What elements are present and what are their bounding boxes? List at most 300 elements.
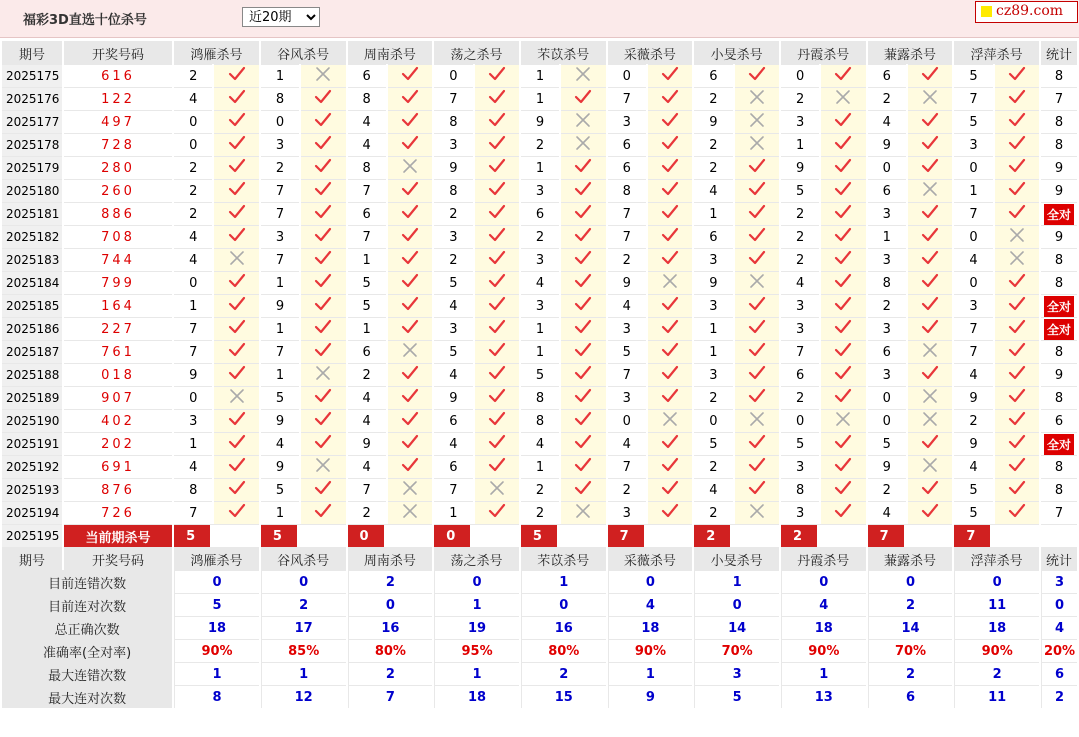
kill-number-cell: 7 [261,340,299,363]
result-mark-cell [908,294,952,317]
result-mark-cell [214,225,258,248]
draw-number-cell: 708 [64,225,172,248]
result-mark-cell [214,409,258,432]
result-mark-cell [908,202,952,225]
stats-value: 17 [261,616,346,639]
draw-number-cell: 616 [64,64,172,87]
check-icon [1008,135,1026,151]
result-mark-cell [301,156,345,179]
draw-number-cell: 402 [64,409,172,432]
cross-icon [834,411,852,427]
kill-number-cell: 4 [174,248,212,271]
check-icon [1008,365,1026,381]
kill-number-cell: 1 [348,248,386,271]
draw-number-cell: 497 [64,110,172,133]
kill-number-cell: 9 [694,271,732,294]
cross-icon [748,503,766,519]
result-mark-cell [735,248,779,271]
check-icon [401,66,419,82]
column-header: 周南杀号 [348,547,433,570]
result-mark-cell [995,225,1039,248]
stats-value: 5 [174,593,259,616]
check-icon [921,158,939,174]
check-icon [574,227,592,243]
cross-icon [921,388,939,404]
result-mark-cell [821,271,865,294]
result-mark-cell [821,501,865,524]
result-mark-cell [908,386,952,409]
kill-number-cell: 2 [261,156,299,179]
check-icon [1008,112,1026,128]
stats-total: 20% [1041,639,1077,662]
kill-number-cell: 3 [261,133,299,156]
check-icon [834,365,852,381]
stats-value: 2 [348,570,433,593]
kill-number-cell: 3 [434,225,472,248]
kill-number-cell: 1 [781,133,819,156]
result-mark-cell [388,386,432,409]
kill-number-cell: 0 [954,271,992,294]
check-icon [228,480,246,496]
table-row [2,409,1077,432]
cross-icon [401,342,419,358]
all-correct-badge: 全对 [1044,434,1074,455]
table-row [2,110,1077,133]
table-row [2,432,1077,455]
kill-number-cell: 2 [781,202,819,225]
stat-cell [1041,202,1077,225]
result-mark-cell [908,432,952,455]
stat-cell: 8 [1041,248,1077,271]
result-mark-cell [995,87,1039,110]
column-header: 谷风杀号 [261,41,346,64]
draw-number-cell: 726 [64,501,172,524]
check-icon [488,434,506,450]
kill-number-cell: 2 [868,87,906,110]
check-icon [1008,273,1026,289]
check-icon [921,319,939,335]
kill-number-cell: 1 [434,501,472,524]
kill-number-cell: 9 [261,409,299,432]
column-header: 荡之杀号 [434,41,519,64]
column-header: 期号 [2,547,62,570]
kill-number-cell: 9 [174,363,212,386]
result-mark-cell [995,363,1039,386]
result-mark-cell [735,271,779,294]
column-header: 芣苡杀号 [521,41,606,64]
result-mark-cell [648,64,692,87]
column-header: 蒹露杀号 [868,547,953,570]
cross-icon [661,411,679,427]
check-icon [228,503,246,519]
kill-number-cell: 6 [608,156,646,179]
result-mark-cell [995,133,1039,156]
column-header: 统计 [1041,547,1077,570]
result-mark-cell [214,87,258,110]
column-header: 开奖号码 [64,547,172,570]
result-mark-cell [648,133,692,156]
stats-value: 0 [348,593,433,616]
check-icon [314,434,332,450]
period-cell: 2025192 [2,455,62,478]
result-mark-cell [214,363,258,386]
site-logo[interactable] [975,1,1078,23]
check-icon [488,227,506,243]
check-icon [488,342,506,358]
period-cell: 2025175 [2,64,62,87]
check-icon [661,158,679,174]
cross-icon [834,89,852,105]
result-mark-cell [648,455,692,478]
result-mark-cell [908,87,952,110]
result-mark-cell [735,156,779,179]
check-icon [661,112,679,128]
kill-number-cell: 6 [868,64,906,87]
result-mark-cell [475,110,519,133]
kill-number-cell: 1 [694,202,732,225]
kill-number-cell: 2 [521,133,559,156]
result-mark-cell [475,455,519,478]
kill-number-cell: 1 [521,317,559,340]
period-cell: 2025194 [2,501,62,524]
all-correct-badge: 全对 [1044,319,1074,340]
check-icon [574,250,592,266]
result-mark-cell [301,248,345,271]
check-icon [921,480,939,496]
result-mark-cell [735,386,779,409]
check-icon [574,411,592,427]
result-mark-cell [388,271,432,294]
kill-number-cell: 7 [434,478,472,501]
cross-icon [401,480,419,496]
kill-number-cell: 2 [954,409,992,432]
kill-number-cell: 4 [434,294,472,317]
kill-number-cell: 2 [174,64,212,87]
kill-number-cell: 3 [608,386,646,409]
header-row [2,41,1077,64]
kill-number-cell: 8 [348,156,386,179]
period-cell: 2025191 [2,432,62,455]
kill-number-cell: 4 [954,363,992,386]
kill-number-cell: 6 [434,409,472,432]
check-icon [834,204,852,220]
check-icon [314,319,332,335]
kill-number-cell: 7 [434,87,472,110]
result-mark-cell [475,409,519,432]
check-icon [921,273,939,289]
check-icon [314,158,332,174]
kill-number-cell: 0 [781,409,819,432]
check-icon [661,66,679,82]
kill-number-cell: 3 [434,317,472,340]
kill-number-cell: 7 [261,202,299,225]
check-icon [834,181,852,197]
check-icon [314,411,332,427]
kill-number-cell: 7 [781,340,819,363]
kill-number-cell: 2 [434,202,472,225]
result-mark-cell [648,340,692,363]
kill-number-cell: 8 [521,409,559,432]
kill-number-cell: 7 [261,248,299,271]
check-icon [748,434,766,450]
kill-number-cell: 7 [348,478,386,501]
kill-number-cell: 5 [608,340,646,363]
result-mark-cell [648,501,692,524]
check-icon [574,434,592,450]
check-icon [488,181,506,197]
column-header: 鸿雁杀号 [174,41,259,64]
table-row [2,179,1077,202]
stat-cell: 9 [1041,156,1077,179]
stat-cell: 8 [1041,110,1077,133]
result-mark-cell [908,501,952,524]
cross-icon [661,273,679,289]
current-kill-value: 5 [174,524,259,547]
column-header: 丹霞杀号 [781,41,866,64]
stats-value: 95% [434,639,519,662]
stats-value: 14 [868,616,953,639]
result-mark-cell [475,294,519,317]
check-icon [488,112,506,128]
check-icon [1008,388,1026,404]
check-icon [748,204,766,220]
kill-number-cell: 7 [608,363,646,386]
column-header: 开奖号码 [64,41,172,64]
stats-value: 2 [521,662,606,685]
period-select[interactable] [242,7,320,27]
period-cell: 2025189 [2,386,62,409]
check-icon [228,181,246,197]
result-mark-cell [821,64,865,87]
stats-value: 18 [954,616,1039,639]
kill-number-cell: 5 [868,432,906,455]
check-icon [1008,181,1026,197]
kill-number-cell: 4 [868,110,906,133]
result-mark-cell [388,317,432,340]
check-icon [488,250,506,266]
result-mark-cell [648,363,692,386]
check-icon [314,227,332,243]
kill-number-cell: 9 [261,294,299,317]
check-icon [661,480,679,496]
stats-value: 5 [694,685,779,708]
kill-number-cell: 7 [174,340,212,363]
check-icon [661,365,679,381]
stats-label: 目前连对次数 [2,593,172,616]
cross-icon [748,89,766,105]
kill-number-cell: 1 [261,271,299,294]
result-mark-cell [995,386,1039,409]
kill-number-cell: 0 [261,110,299,133]
kill-number-cell: 6 [868,340,906,363]
result-mark-cell [388,64,432,87]
result-mark-cell [475,225,519,248]
result-mark-cell [214,179,258,202]
draw-number-cell: 122 [64,87,172,110]
table-row [2,225,1077,248]
stats-value: 8 [174,685,259,708]
result-mark-cell [561,432,605,455]
period-cell: 2025184 [2,271,62,294]
result-mark-cell [908,179,952,202]
stats-value: 0 [261,570,346,593]
check-icon [314,296,332,312]
check-icon [228,89,246,105]
draw-number-cell: 886 [64,202,172,225]
check-icon [661,388,679,404]
result-mark-cell [388,340,432,363]
result-mark-cell [995,248,1039,271]
stats-value: 90% [174,639,259,662]
stats-total: 3 [1041,570,1077,593]
kill-number-cell: 9 [434,156,472,179]
stats-row [2,570,1077,593]
result-mark-cell [821,432,865,455]
draw-number-cell: 227 [64,317,172,340]
stats-value: 90% [954,639,1039,662]
check-icon [748,342,766,358]
kill-number-cell: 3 [521,294,559,317]
result-mark-cell [735,225,779,248]
result-mark-cell [388,432,432,455]
stats-value: 1 [174,662,259,685]
result-mark-cell [908,110,952,133]
check-icon [748,227,766,243]
kill-number-cell: 0 [174,133,212,156]
check-icon [1008,457,1026,473]
check-icon [834,135,852,151]
stats-value: 0 [781,570,866,593]
result-mark-cell [735,110,779,133]
current-period-row [2,524,1077,547]
stats-row [2,639,1077,662]
check-icon [1008,342,1026,358]
result-mark-cell [214,386,258,409]
check-icon [921,135,939,151]
result-mark-cell [821,363,865,386]
kill-number-cell: 5 [954,110,992,133]
stats-value: 7 [348,685,433,708]
logo-text: cz89.com [996,3,1064,19]
period-cell: 2025177 [2,110,62,133]
kill-number-cell: 1 [521,455,559,478]
table-row [2,294,1077,317]
table-row [2,478,1077,501]
kill-number-cell: 8 [868,271,906,294]
cross-icon [574,112,592,128]
stats-value: 70% [868,639,953,662]
kill-number-cell: 0 [781,64,819,87]
result-mark-cell [388,501,432,524]
result-mark-cell [908,317,952,340]
result-mark-cell [561,478,605,501]
kill-number-cell: 4 [174,455,212,478]
result-mark-cell [388,248,432,271]
column-header: 芣苡杀号 [521,547,606,570]
kill-number-cell: 0 [954,156,992,179]
kill-number-cell: 1 [174,432,212,455]
stat-cell [1041,294,1077,317]
check-icon [921,112,939,128]
stats-value: 0 [608,570,693,593]
check-icon [488,135,506,151]
kill-number-cell: 6 [781,363,819,386]
stats-value: 80% [348,639,433,662]
result-mark-cell [648,202,692,225]
check-icon [228,227,246,243]
kill-number-cell: 4 [694,478,732,501]
current-kill-value: 0 [348,524,433,547]
result-mark-cell [214,110,258,133]
check-icon [401,112,419,128]
kill-number-cell: 2 [868,478,906,501]
result-mark-cell [388,409,432,432]
stats-value: 16 [348,616,433,639]
draw-number-cell: 744 [64,248,172,271]
column-header: 周南杀号 [348,41,433,64]
check-icon [1008,296,1026,312]
kill-number-cell: 5 [954,501,992,524]
kill-number-cell: 7 [954,202,992,225]
kill-number-cell: 2 [694,501,732,524]
kill-number-cell: 3 [781,110,819,133]
result-mark-cell [821,202,865,225]
result-mark-cell [301,478,345,501]
stat-cell [1041,317,1077,340]
column-header: 蒹露杀号 [868,41,953,64]
stats-value: 2 [868,662,953,685]
kill-number-cell: 0 [174,386,212,409]
kill-number-cell: 7 [608,455,646,478]
kill-number-cell: 3 [954,294,992,317]
stats-value: 2 [868,593,953,616]
result-mark-cell [735,478,779,501]
result-mark-cell [388,110,432,133]
stats-value: 18 [781,616,866,639]
result-mark-cell [561,386,605,409]
result-mark-cell [301,225,345,248]
result-mark-cell [388,87,432,110]
kill-number-cell: 7 [174,317,212,340]
check-icon [661,503,679,519]
result-mark-cell [301,340,345,363]
kill-number-cell: 6 [694,64,732,87]
result-mark-cell [648,409,692,432]
result-mark-cell [388,179,432,202]
table-row [2,87,1077,110]
table-row [2,340,1077,363]
kill-number-cell: 2 [694,133,732,156]
check-icon [401,457,419,473]
result-mark-cell [821,87,865,110]
result-mark-cell [995,64,1039,87]
result-mark-cell [995,202,1039,225]
stats-row [2,662,1077,685]
kill-number-cell: 6 [348,202,386,225]
result-mark-cell [301,294,345,317]
result-mark-cell [388,133,432,156]
stats-value: 11 [954,685,1039,708]
check-icon [921,434,939,450]
result-mark-cell [214,432,258,455]
check-icon [401,296,419,312]
current-kill-value: 7 [868,524,953,547]
result-mark-cell [561,340,605,363]
kill-number-cell: 5 [434,271,472,294]
kill-number-cell: 3 [608,501,646,524]
kill-number-table [0,41,1079,708]
check-icon [661,457,679,473]
